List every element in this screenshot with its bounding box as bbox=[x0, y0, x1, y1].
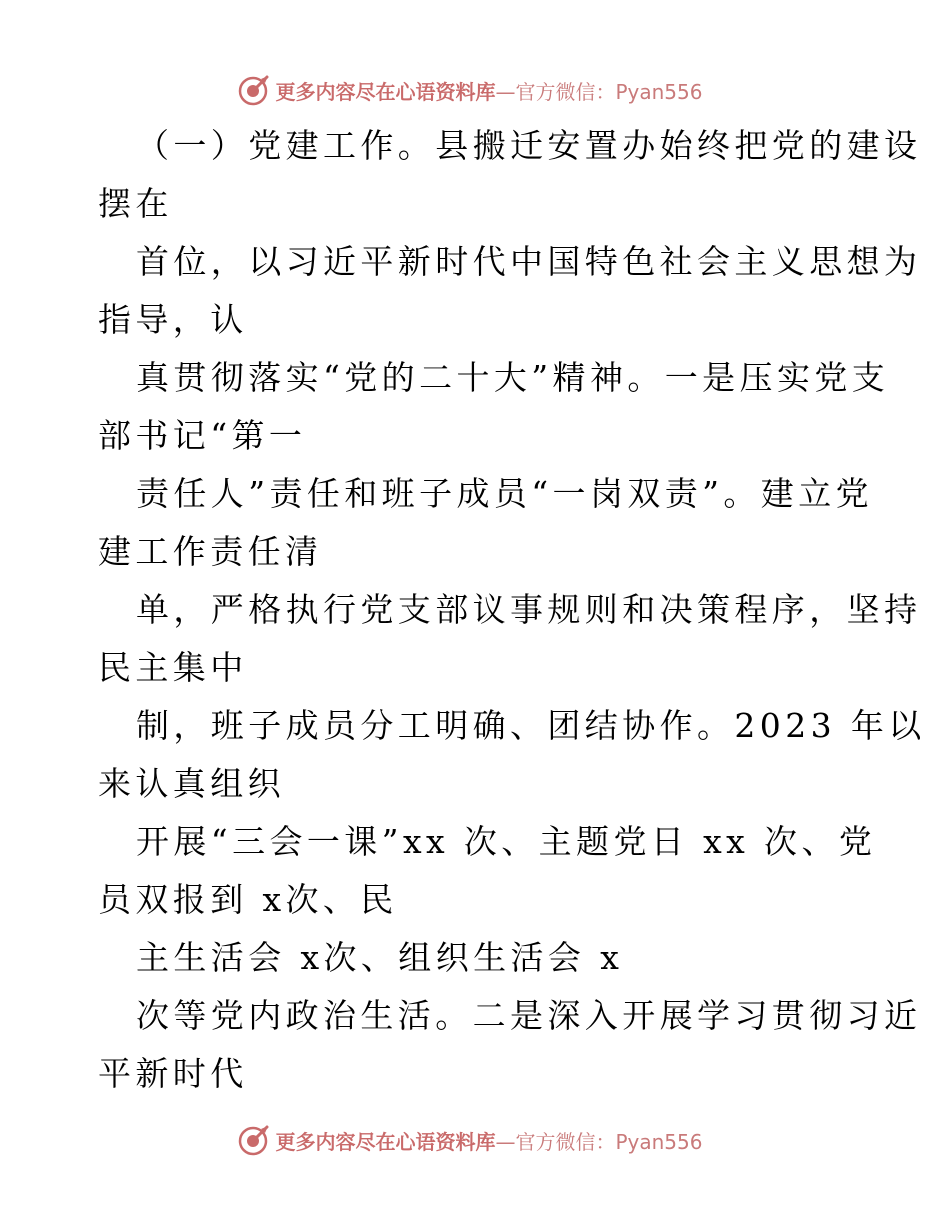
watermark-text-rest: 官方微信：Pyan556 bbox=[515, 1129, 703, 1154]
document-body bbox=[98, 117, 926, 1103]
watermark-separator: — bbox=[495, 1129, 516, 1154]
paragraph-line: 真贯彻落实“党的二十大”精神。一是压实党支 bbox=[136, 358, 890, 397]
watermark-inner bbox=[237, 1123, 702, 1157]
pen-nib-logo-icon bbox=[237, 73, 271, 107]
paragraph-line-wrap: 建工作责任清 bbox=[98, 532, 323, 571]
watermark-text bbox=[275, 76, 702, 105]
paragraph-line-wrap: 摆在 bbox=[98, 184, 173, 223]
watermark-text-rest: 官方微信：Pyan556 bbox=[515, 79, 703, 104]
watermark-text-main: 更多内容尽在心语资料库 bbox=[275, 79, 496, 104]
paragraph-line: 次等党内政治生活。二是深入开展学习贯彻习近 bbox=[136, 996, 922, 1035]
paragraph-line-wrap: 民主集中 bbox=[98, 648, 248, 687]
paragraph-line: 责任人”责任和班子成员“一岗双责”。建立党 bbox=[136, 474, 874, 513]
paragraph-line-wrap: 指导，认 bbox=[98, 300, 248, 339]
paragraph-line: 首位，以习近平新时代中国特色社会主义思想为 bbox=[136, 242, 922, 281]
watermark-header bbox=[0, 70, 950, 110]
watermark-text bbox=[275, 1126, 702, 1155]
paragraph-line: （一）党建工作。县搬迁安置办始终把党的建设 bbox=[136, 126, 922, 165]
paragraph-line: 主生活会 x次、组织生活会 x bbox=[136, 938, 624, 977]
paragraph-line-wrap: 部书记“第一 bbox=[98, 416, 307, 455]
paragraph-line-wrap: 员双报到 x次、民 bbox=[98, 880, 398, 919]
watermark-separator: — bbox=[495, 79, 516, 104]
watermark-text-main: 更多内容尽在心语资料库 bbox=[275, 1129, 496, 1154]
watermark-inner bbox=[237, 73, 702, 107]
paragraph-line: 开展“三会一课”xx 次、主题党日 xx 次、党 bbox=[136, 822, 877, 861]
paragraph-line: 单，严格执行党支部议事规则和决策程序，坚持 bbox=[136, 590, 922, 629]
paragraph-line-wrap: 来认真组织 bbox=[98, 764, 285, 803]
paragraph-line-wrap: 平新时代 bbox=[98, 1054, 248, 1093]
pen-nib-logo-icon bbox=[237, 1123, 271, 1157]
watermark-footer bbox=[0, 1120, 950, 1160]
paragraph-line: 制，班子成员分工明确、团结协作。2023 年以 bbox=[136, 706, 926, 745]
